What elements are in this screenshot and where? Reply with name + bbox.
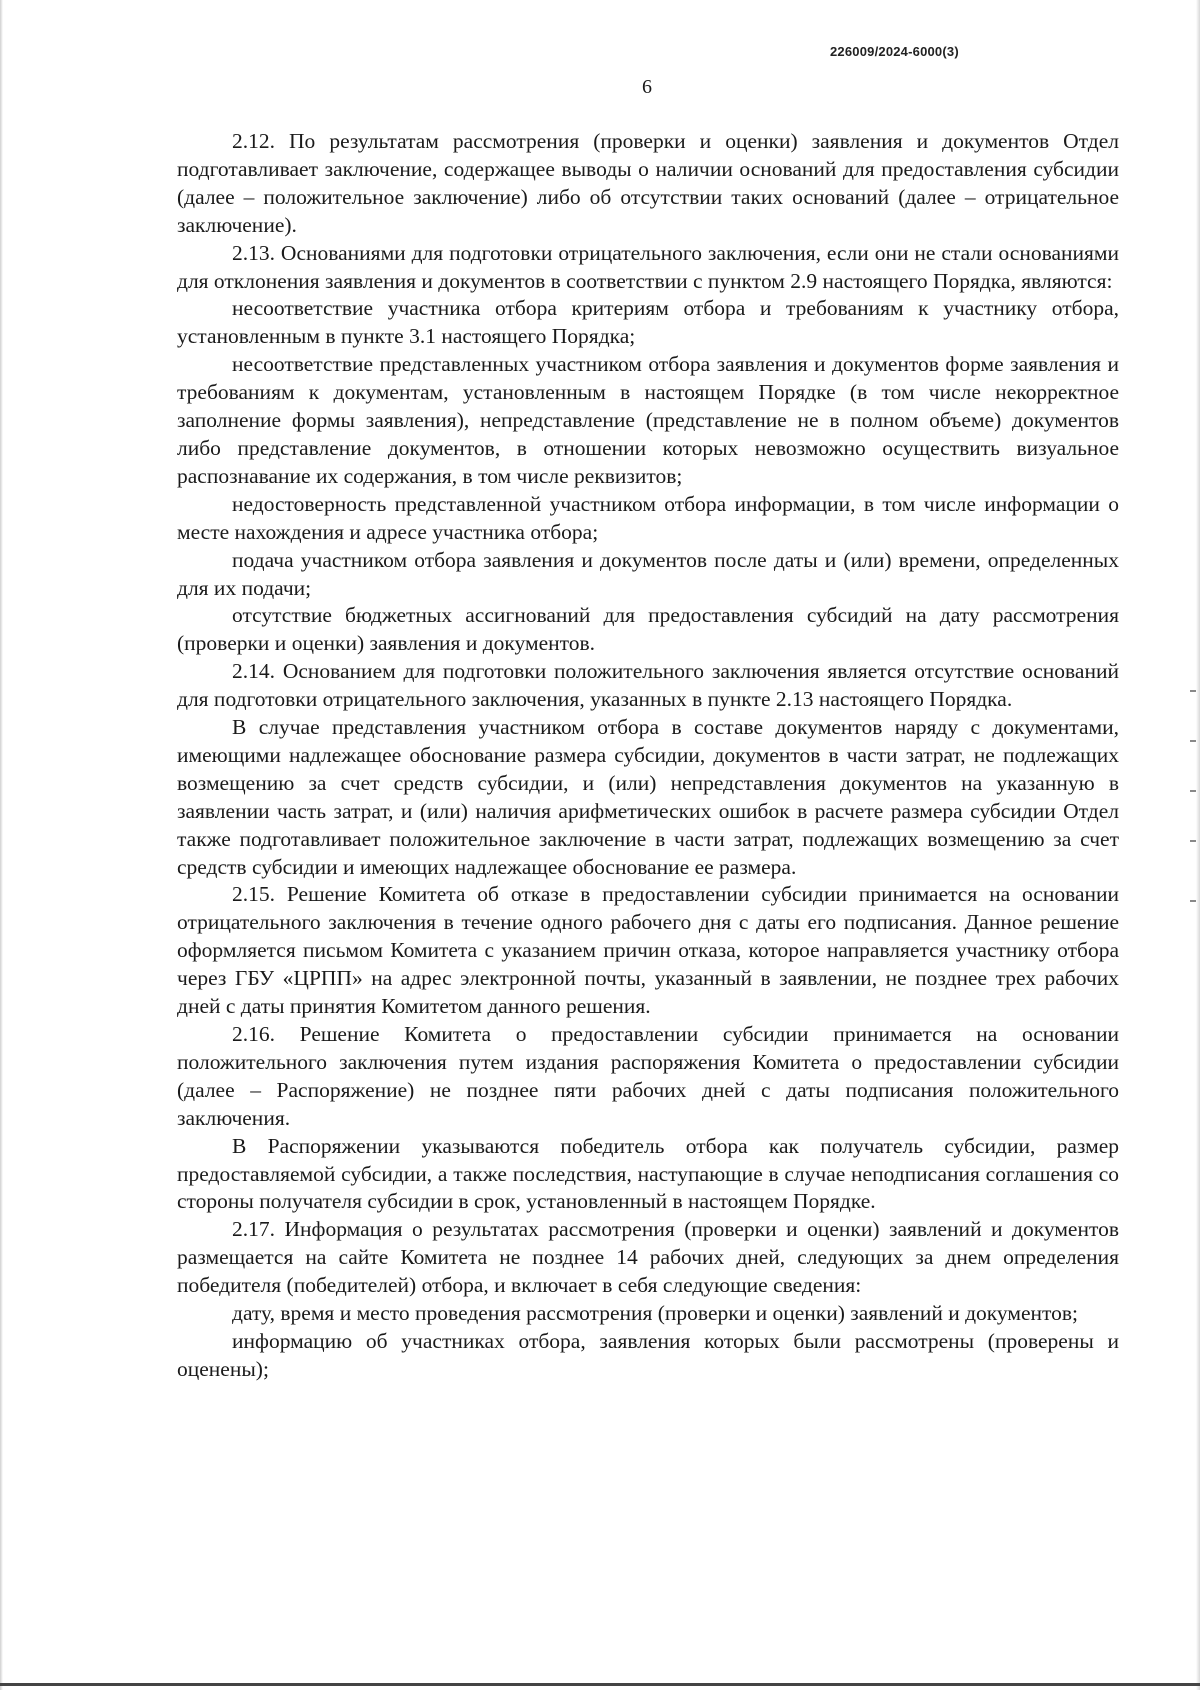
paragraph-2-16-order: В Распоряжении указываются победитель отбора как получатель субсидии, размер предоставляемой субсидии, а также последствия, наступающие в случае неподписания соглашения со стороны получателя субсидии в срок, установленный в настоящем Порядке. <box>177 1133 1119 1214</box>
paragraph-2-14-partial: В случае представления участником отбора в составе документов наряду с документами, имеющими надлежащее обоснование размера субсидии, документов в части затрат, не подлежащих возмещению за счет средств субсидии, и (или) непредставления документов на указанную в заявлении часть затрат, и (или) наличия арифметических ошибок в расчете размера субсидии Отдел также подготавливает положительное заключение в части затрат, подлежащих возмещению за счет средств субсидии и имеющих надлежащее обоснование ее размера. <box>177 715 1119 879</box>
scan-edge-right <box>1196 0 1200 1690</box>
paragraph-2-13: 2.13. Основаниями для подготовки отрицательного заключения, если они не стали основаниями для отклонения заявления и документов в соответствии с пунктом 2.9 настоящего Порядка, являются: <box>177 240 1119 293</box>
scan-mark <box>1190 900 1196 902</box>
document-body <box>177 128 1119 1384</box>
list-item-late-submission: подача участником отбора заявления и документов после даты и (или) времени, определенных для их подачи; <box>177 547 1119 600</box>
scan-mark <box>1190 690 1196 692</box>
page-number: 6 <box>642 76 652 98</box>
paragraph-2-15: 2.15. Решение Комитета об отказе в предоставлении субсидии принимается на основании отрицательного заключения в течение одного рабочего дня с даты его подписания. Данное решение оформляется письмом Комитета с указанием причин отказа, которое направляется участнику отбора через ГБУ «ЦРПП» на адрес электронной почты, указанный в заявлении, не позднее трех рабочих дней с даты принятия Комитетом данного решения. <box>177 882 1119 1019</box>
list-item-date-time-place: дату, время и место проведения рассмотрения (проверки и оценки) заявлений и документов; <box>232 1301 1079 1326</box>
document-registration-number: 226009/2024-6000(3) <box>830 44 959 59</box>
scan-mark <box>1190 790 1196 792</box>
list-item-no-budget: отсутствие бюджетных ассигнований для предоставления субсидий на дату рассмотрения (проверки и оценки) заявления и документов. <box>177 603 1119 656</box>
scan-mark <box>1190 740 1196 742</box>
scan-mark <box>1190 840 1196 842</box>
scan-bottom-border <box>0 1683 1200 1686</box>
list-item-unreliable-info: недостоверность представленной участником отбора информации, в том числе информации о месте нахождения и адресе участника отбора; <box>177 491 1119 544</box>
paragraph-2-12: 2.12. По результатам рассмотрения (проверки и оценки) заявления и документов Отдел подготавливает заключение, содержащее выводы о наличии оснований для предоставления субсидии (далее – положительное заключение) либо об отсутствии таких оснований (далее – отрицательное заключение). <box>177 129 1119 237</box>
list-item-participants-info: информацию об участниках отбора, заявления которых были рассмотрены (проверены и оценены); <box>177 1328 1119 1381</box>
list-item-documents-mismatch: несоответствие представленных участником отбора заявления и документов форме заявления и требованиям к документам, установленным в настоящем Порядке (в том числе некорректное заполнение формы заявления), непредставление (представление не в полном объеме) документов либо представление документов, в отношении которых невозможно осуществить визуальное распознавание их содержания, в том числе реквизитов; <box>177 352 1119 488</box>
paragraph-2-16: 2.16. Решение Комитета о предоставлении субсидии принимается на основании положительного заключения путем издания распоряжения Комитета о предоставлении субсидии (далее – Распоряжение) не позднее пяти рабочих дней с даты подписания положительного заключения. <box>177 1022 1119 1130</box>
list-item-criteria-mismatch: несоответствие участника отбора критериям отбора и требованиям к участнику отбора, установленным в пункте 3.1 настоящего Порядка; <box>177 296 1119 349</box>
scan-edge-left <box>0 0 3 1690</box>
paragraph-2-17: 2.17. Информация о результатах рассмотрения (проверки и оценки) заявлений и документов размещается на сайте Комитета не позднее 14 рабочих дней, следующих за днем определения победителя (победителей) отбора, и включает в себя следующие сведения: <box>177 1217 1119 1298</box>
paragraph-2-14: 2.14. Основанием для подготовки положительного заключения является отсутствие оснований для подготовки отрицательного заключения, указанных в пункте 2.13 настоящего Порядка. <box>177 659 1119 712</box>
